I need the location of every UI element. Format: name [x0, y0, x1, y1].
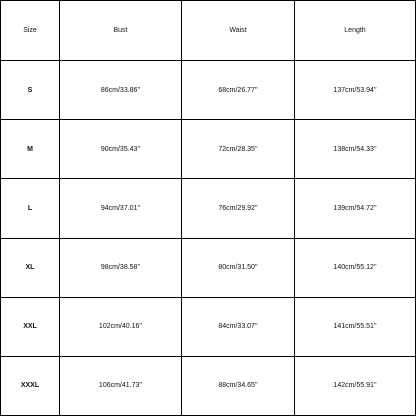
bust-cell: 98cm/38.58'' — [60, 238, 182, 297]
bust-cell: 90cm/35.43'' — [60, 120, 182, 179]
waist-cell: 88cm/34.65'' — [182, 356, 295, 415]
table-row — [1, 356, 416, 415]
table-row — [1, 238, 416, 297]
waist-cell: 84cm/33.07'' — [182, 297, 295, 356]
length-cell: 142cm/55.91'' — [295, 356, 416, 415]
header-waist: Waist — [182, 1, 295, 61]
size-cell: L — [1, 179, 60, 238]
length-cell: 141cm/55.51'' — [295, 297, 416, 356]
size-cell: XXL — [1, 297, 60, 356]
size-cell: M — [1, 120, 60, 179]
header-size: Size — [1, 1, 60, 61]
length-cell: 139cm/54.72'' — [295, 179, 416, 238]
length-cell: 138cm/54.33'' — [295, 120, 416, 179]
table-row — [1, 61, 416, 120]
waist-cell: 68cm/26.77'' — [182, 61, 295, 120]
header-bust: Bust — [60, 1, 182, 61]
size-cell: XL — [1, 238, 60, 297]
bust-cell: 102cm/40.16'' — [60, 297, 182, 356]
table-row — [1, 179, 416, 238]
waist-cell: 80cm/31.50'' — [182, 238, 295, 297]
bust-cell: 94cm/37.01'' — [60, 179, 182, 238]
size-cell: XXXL — [1, 356, 60, 415]
table-row — [1, 297, 416, 356]
size-cell: S — [1, 61, 60, 120]
header-length: Length — [295, 1, 416, 61]
waist-cell: 72cm/28.35'' — [182, 120, 295, 179]
waist-cell: 76cm/29.92'' — [182, 179, 295, 238]
length-cell: 140cm/55.12'' — [295, 238, 416, 297]
bust-cell: 86cm/33.86'' — [60, 61, 182, 120]
table-row — [1, 120, 416, 179]
bust-cell: 106cm/41.73'' — [60, 356, 182, 415]
length-cell: 137cm/53.94'' — [295, 61, 416, 120]
table-header-row — [1, 1, 416, 61]
